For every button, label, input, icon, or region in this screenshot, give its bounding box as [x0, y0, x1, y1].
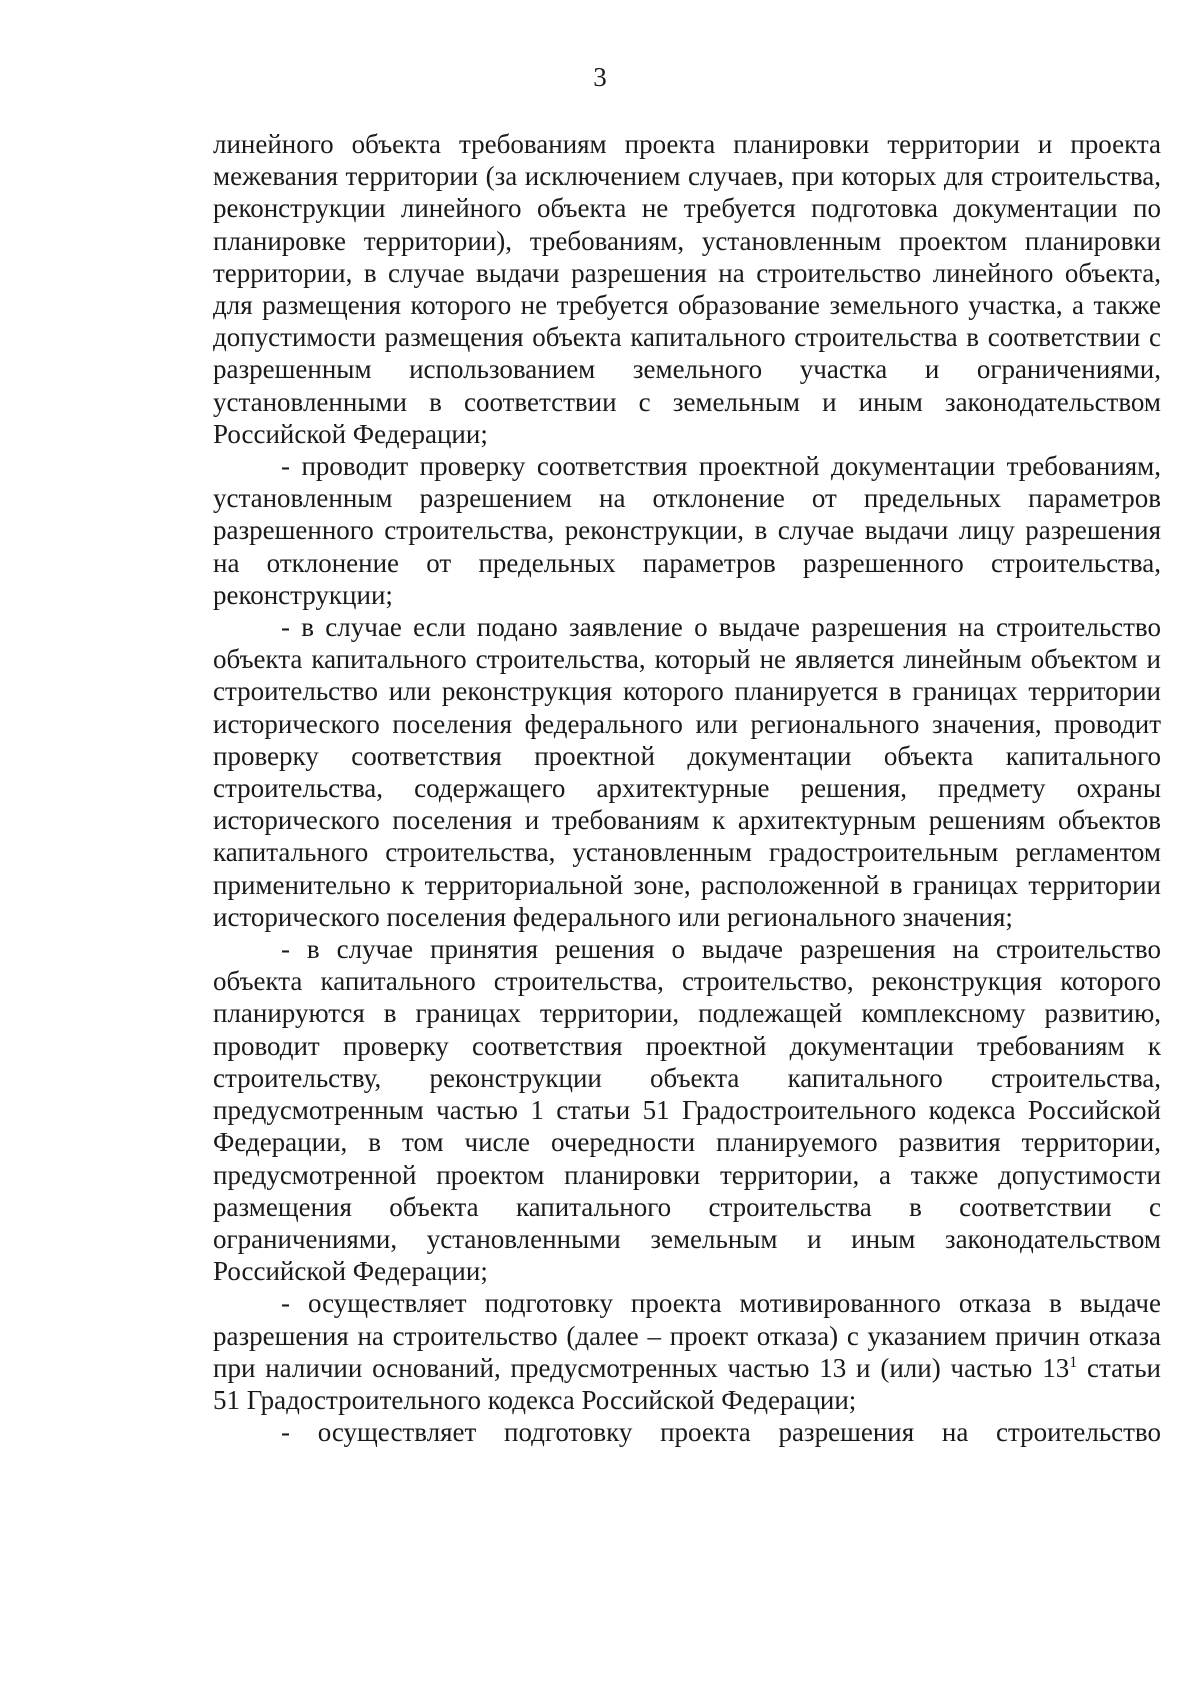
superscript-index: 1 [1069, 1353, 1078, 1371]
paragraph-5 [213, 1287, 1161, 1416]
document-body [213, 128, 1161, 1448]
paragraph-1: линейного объекта требованиям проекта планировки территории и проекта межевания территории (за исключением случаев, при которых для строительства, реконструкции линейного объекта не требуется подготовка документации по планировке территории), требованиям, установленным проектом планировки территории, в случае выдачи разрешения на строительство линейного объекта, для размещения которого не требуется образование земельного участка, а также допустимости размещения объекта капитального строительства в соответствии с разрешенным использованием земельного участка и ограничениями, установленными в соответствии с земельным и иным законодательством Российской Федерации; [213, 129, 1161, 449]
paragraph-6: - осуществляет подготовку проекта разрешения на строительство [281, 1417, 1161, 1448]
paragraph-2: - проводит проверку соответствия проектной документации требованиям, установленным разрешением на отклонение от предельных параметров разрешенного строительства, реконструкции, в случае выдачи лицу разрешения на отклонение от предельных параметров разрешенного строительства, реконструкции; [213, 451, 1161, 610]
paragraph-5-text-after: статьи 51 Градостроительного кодекса Российской Федерации; [213, 1352, 1161, 1415]
page-number: 3 [593, 62, 607, 92]
paragraph-4: - в случае принятия решения о выдаче разрешения на строительство объекта капитального строительства, строительство, реконструкция которого планируются в границах территории, подлежащей комплексному развитию, проводит проверку соответствия проектной документации требованиям к строительству, реконструкции объекта капитального строительства, предусмотренным частью 1 статьи 51 Градостроительного кодекса Российской Федерации, в том числе очередности планируемого развития территории, предусмотренной проектом планировки территории, а также допустимости размещения объекта капитального строительства в соответствии с ограничениями, установленными земельным и иным законодательством Российской Федерации; [213, 934, 1161, 1287]
paragraph-3: - в случае если подано заявление о выдаче разрешения на строительство объекта капитального строительства, который не является линейным объектом и строительство или реконструкция которого планируется в границах территории исторического поселения федерального или регионального значения, проводит проверку соответствия проектной документации объекта капитального строительства, содержащего архитектурные решения, предмету охраны исторического поселения и требованиям к архитектурным решениям объектов капитального строительства, установленным градостроительным регламентом применительно к территориальной зоне, расположенной в границах территории исторического поселения федерального или регионального значения; [213, 612, 1161, 932]
paragraph-5-text-before: - осуществляет подготовку проекта мотивированного отказа в выдаче разрешения на строительство (далее – проект отказа) с указанием причин отказа при наличии оснований, предусмотренных частью 13 и (или) частью 13 [213, 1288, 1161, 1383]
